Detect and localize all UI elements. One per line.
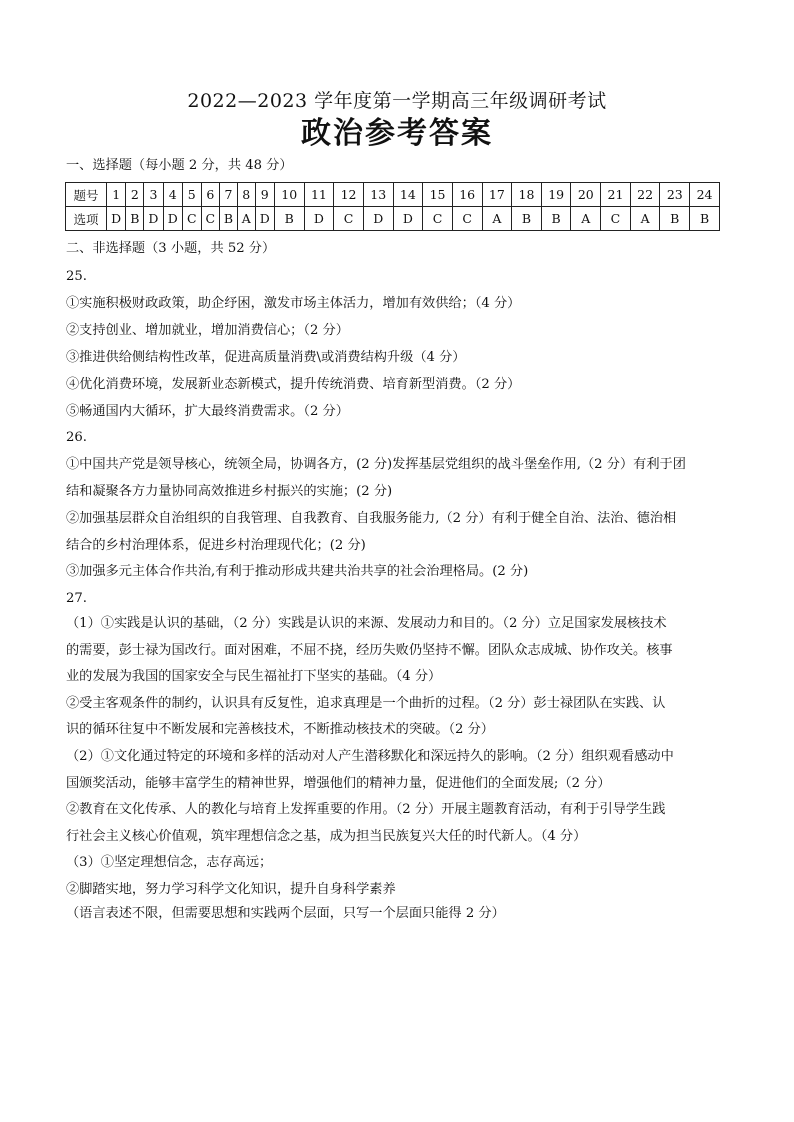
answer-line: ②脚踏实地，努力学习科学文化知识，提升自身科学素养 xyxy=(66,882,396,897)
question-number: 14 xyxy=(393,183,423,207)
row-label-option: 选项 xyxy=(66,207,107,231)
answer-table-row-options xyxy=(66,207,720,231)
answer-line: 的需要，彭士禄为国改行。面对困难，不屈不挠，经历失败仍坚持不懈。团队众志成城、协作攻关。核事 xyxy=(66,643,673,658)
question-number: 2 xyxy=(126,183,144,207)
answer-option: C xyxy=(601,207,631,231)
question-number: 6 xyxy=(201,183,220,207)
answer-line: ③加强多元主体合作共治,有利于推动形成共建共治共享的社会治理格局。(2 分) xyxy=(66,564,529,579)
answer-option: B xyxy=(690,207,720,231)
question-number: 13 xyxy=(363,183,393,207)
question-number: 1 xyxy=(107,183,126,207)
answer-option: B xyxy=(220,207,238,231)
question-number: 16 xyxy=(452,183,482,207)
answer-option: D xyxy=(107,207,126,231)
question-number: 12 xyxy=(334,183,364,207)
page-title: 政治参考答案 xyxy=(301,116,493,151)
answer-line: 结合的乡村治理体系，促进乡村治理现代化；(2 分) xyxy=(66,538,366,553)
question-number: 3 xyxy=(144,183,163,207)
question-number: 5 xyxy=(182,183,201,207)
answer-option: D xyxy=(363,207,393,231)
answer-line: ⑤畅通国内大循环，扩大最终消费需求。（2 分） xyxy=(66,404,349,419)
question-25-number: 25. xyxy=(66,269,87,284)
question-number: 19 xyxy=(541,183,571,207)
answer-line: ④优化消费环境，发展新业态新模式，提升传统消费、培育新型消费。（2 分） xyxy=(66,377,521,392)
answer-option: B xyxy=(126,207,144,231)
answer-line: 行社会主义核心价值观，筑牢理想信念之基，成为担当民族复兴大任的时代新人。（4 分） xyxy=(66,829,587,844)
grading-note: （语言表述不限，但需要思想和实践两个层面，只写一个层面只能得 2 分） xyxy=(66,906,505,921)
answer-line: （1）①实践是认识的基础，（2 分）实践是认识的来源、发展动力和目的。（2 分）立足国家发展核技术 xyxy=(66,616,667,631)
section1-heading: 一、选择题（每小题 2 分，共 48 分） xyxy=(66,158,293,173)
answer-option: D xyxy=(304,207,334,231)
answer-option: A xyxy=(571,207,601,231)
answer-option: A xyxy=(482,207,512,231)
answer-option: D xyxy=(144,207,163,231)
answer-line: 国颁奖活动，能够丰富学生的精神世界，增强他们的精神力量，促进他们的全面发展;（2 分） xyxy=(66,776,611,791)
answer-option: C xyxy=(423,207,453,231)
answer-line: ②支持创业、增加就业，增加消费信心；（2 分） xyxy=(66,323,349,338)
answer-line: ②加强基层群众自治组织的自我管理、自我教育、自我服务能力,（2 分）有利于健全自治、法治、德治相 xyxy=(66,511,677,526)
question-number: 17 xyxy=(482,183,512,207)
answer-table-row-numbers xyxy=(66,183,720,207)
answer-option: B xyxy=(660,207,690,231)
answer-line: （3）①坚定理想信念，志存高远； xyxy=(66,855,273,870)
answer-line: ②教育在文化传承、人的教化与培育上发挥重要的作用。（2 分）开展主题教育活动，有利于引导学生践 xyxy=(66,802,666,817)
answer-line: ②受主客观条件的制约，认识具有反复性，追求真理是一个曲折的过程。（2 分）彭士禄团队在实践、认 xyxy=(66,696,666,711)
question-number: 24 xyxy=(690,183,720,207)
answer-option: C xyxy=(201,207,220,231)
answer-option: A xyxy=(630,207,660,231)
answer-option: C xyxy=(452,207,482,231)
row-label-number: 题号 xyxy=(66,183,107,207)
question-number: 15 xyxy=(423,183,453,207)
question-number: 10 xyxy=(274,183,304,207)
question-26-number: 26. xyxy=(66,430,87,445)
answer-option: C xyxy=(182,207,201,231)
section2-heading: 二、非选择题（3 小题，共 52 分） xyxy=(66,241,276,256)
answer-option: B xyxy=(512,207,542,231)
answer-option: A xyxy=(237,207,255,231)
answer-option: D xyxy=(393,207,423,231)
answer-line: 业的发展为我国的国家安全与民生福祉打下坚实的基础。（4 分） xyxy=(66,669,442,684)
answer-option: D xyxy=(163,207,182,231)
exam-title: 2022—2023 学年度第一学期高三年级调研考试 xyxy=(187,90,607,112)
question-number: 18 xyxy=(512,183,542,207)
answer-line: （2）①文化通过特定的环境和多样的活动对人产生潜移默化和深远持久的影响。（2 分）组织观看感动中 xyxy=(66,749,674,764)
answer-line: 识的循环往复中不断发展和完善核技术，不断推动核技术的突破。（2 分） xyxy=(66,722,494,737)
answer-line: ①实施积极财政政策，助企纾困，激发市场主体活力，增加有效供给；（4 分） xyxy=(66,296,521,311)
question-number: 4 xyxy=(163,183,182,207)
answer-line: 结和凝聚各方力量协同高效推进乡村振兴的实施；(2 分) xyxy=(66,484,393,499)
answer-option: C xyxy=(334,207,364,231)
question-number: 9 xyxy=(255,183,274,207)
question-number: 20 xyxy=(571,183,601,207)
answer-option: B xyxy=(274,207,304,231)
answer-option: D xyxy=(255,207,274,231)
question-number: 11 xyxy=(304,183,334,207)
question-27-number: 27. xyxy=(66,591,87,606)
answer-table xyxy=(65,182,720,231)
question-number: 21 xyxy=(601,183,631,207)
answer-line: ①中国共产党是领导核心，统领全局，协调各方，(2 分)发挥基层党组织的战斗堡垒作用,（2 分）有利于团 xyxy=(66,457,686,472)
question-number: 8 xyxy=(237,183,255,207)
question-number: 23 xyxy=(660,183,690,207)
question-number: 22 xyxy=(630,183,660,207)
question-number: 7 xyxy=(220,183,238,207)
answer-option: B xyxy=(541,207,571,231)
answer-line: ③推进供给侧结构性改革，促进高质量消费\或消费结构升级（4 分） xyxy=(66,350,466,365)
